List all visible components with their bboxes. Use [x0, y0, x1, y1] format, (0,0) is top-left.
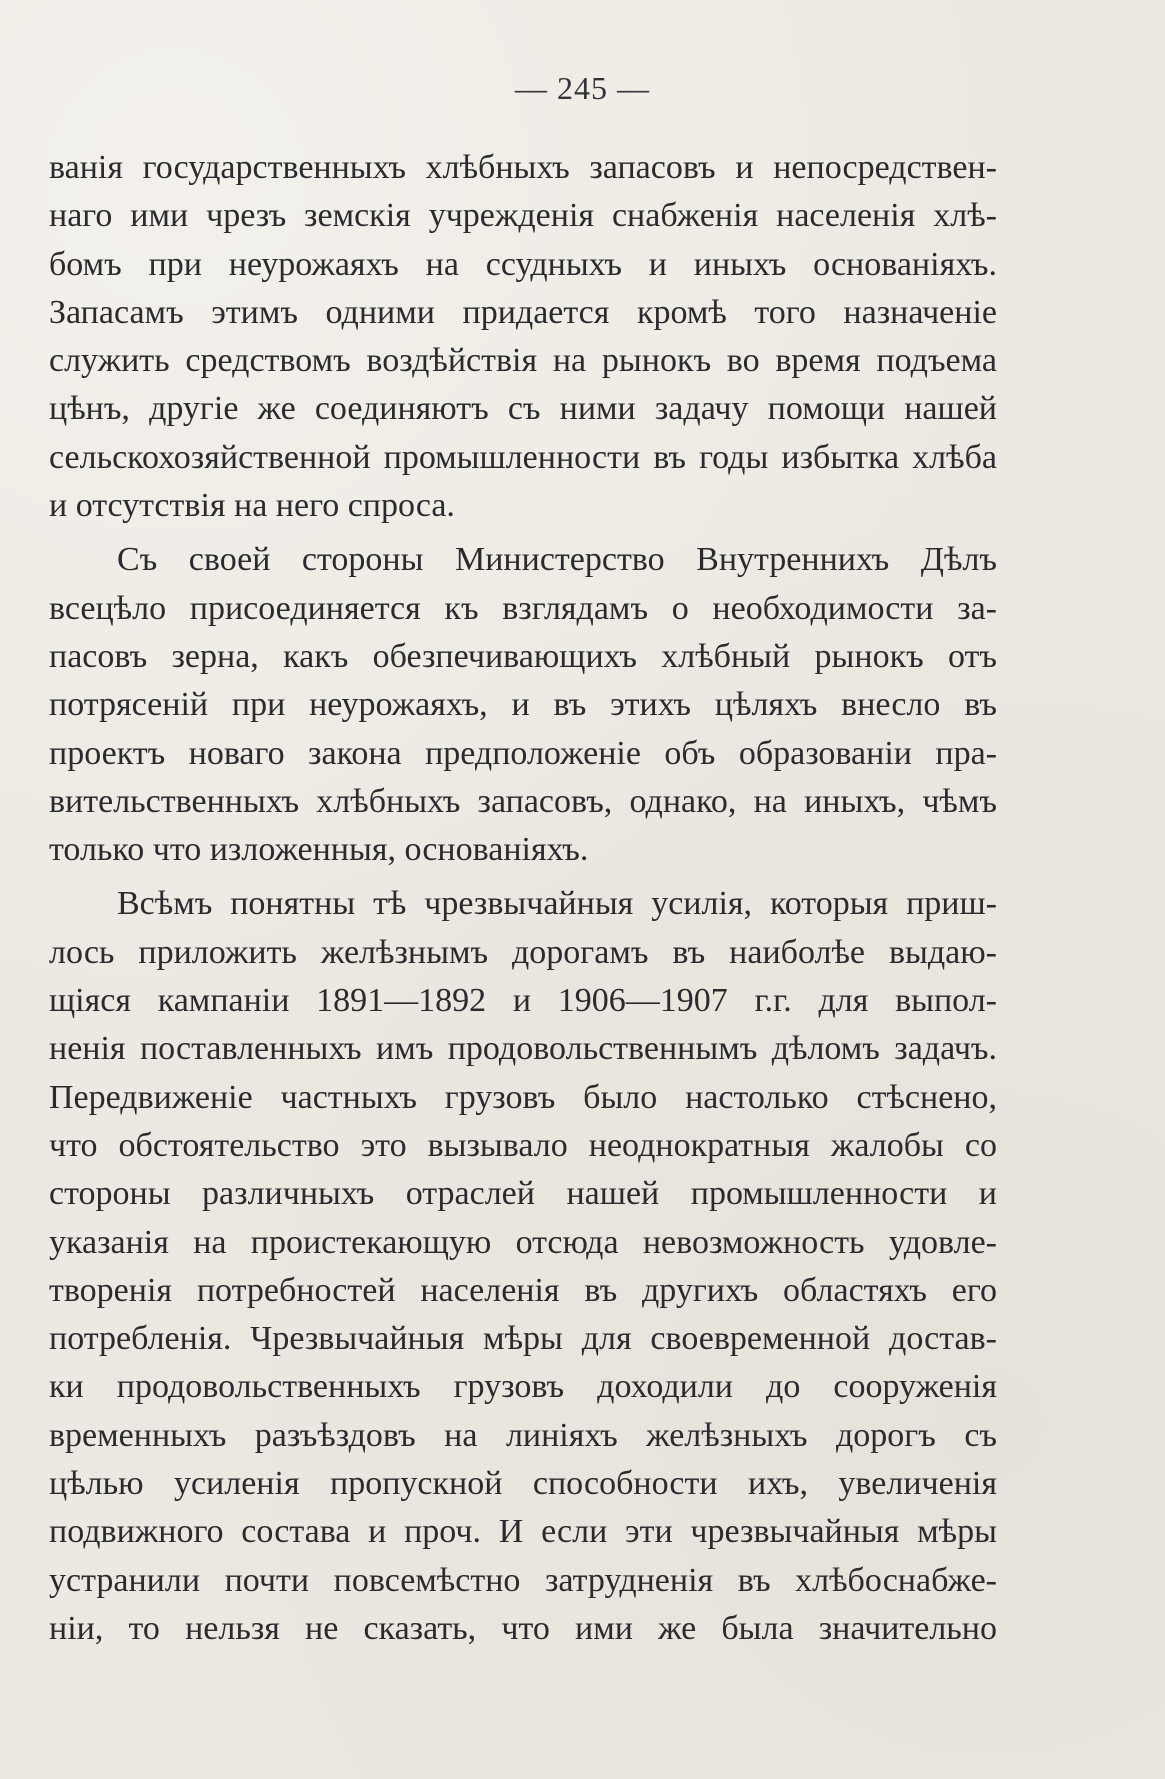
text-line: подвижного состава и проч. И если эти чрезвычайныя мѣры — [49, 1513, 997, 1551]
text-line: щіяся кампаніи 1891—1892 и 1906—1907 г.г. для выпол- — [49, 982, 997, 1020]
text-line: служить средствомъ воздѣйствія на рынокъ во время подъема — [49, 342, 997, 380]
text-line: и отсутствія на него спроса. — [49, 487, 455, 525]
text-line: творенія потребностей населенія въ другихъ областяхъ его — [49, 1271, 997, 1309]
text-line: Передвиженіе частныхъ грузовъ было настолько стѣснено, — [49, 1078, 997, 1116]
paragraph — [49, 536, 997, 874]
text-line: что обстоятельство это вызывало неоднократныя жалобы со — [49, 1126, 997, 1164]
paragraph — [49, 144, 997, 530]
text-line: пасовъ зерна, какъ обезпечивающихъ хлѣбный рынокъ отъ — [49, 637, 997, 675]
text-line: Съ своей стороны Министерство Внутреннихъ Дѣлъ — [117, 541, 997, 579]
text-line: цѣлью усиленія пропускной способности ихъ, увеличенія — [49, 1465, 997, 1503]
text-line: сельскохозяйственной промышленности въ годы избытка хлѣба — [49, 438, 997, 476]
text-line: ванія государственныхъ хлѣбныхъ запасовъ и непосредствен- — [49, 149, 997, 186]
text-line: Запасамъ этимъ одними придается кромѣ того назначеніе — [49, 293, 997, 331]
text-line: устранили почти повсемѣстно затрудненія въ хлѣбоснабже- — [49, 1561, 997, 1599]
text-line: лось приложить желѣзнымъ дорогамъ въ наиболѣе выдаю- — [49, 933, 997, 971]
text-line: вительственныхъ хлѣбныхъ запасовъ, однако, на иныхъ, чѣмъ — [49, 782, 997, 820]
text-line: ненія поставленныхъ имъ продовольственнымъ дѣломъ задачъ. — [49, 1030, 997, 1068]
text-line: Всѣмъ понятны тѣ чрезвычайныя усилія, которыя приш- — [117, 885, 997, 923]
text-line: указанія на проистекающую отсюда невозможность удовле- — [49, 1223, 997, 1261]
text-line: стороны различныхъ отраслей нашей промышленности и — [49, 1175, 997, 1213]
text-line: всецѣло присоединяется къ взглядамъ о необходимости за- — [49, 589, 997, 627]
text-line: цѣнъ, другіе же соединяютъ съ ними задачу помощи нашей — [49, 390, 997, 428]
text-line: только что изложенныя, основаніяхъ. — [49, 831, 589, 869]
paragraph — [49, 880, 997, 1653]
body-text — [49, 144, 997, 1653]
text-line: временныхъ разъѣздовъ на линіяхъ желѣзныхъ дорогъ съ — [49, 1416, 997, 1454]
text-line: потрясеній при неурожаяхъ, и въ этихъ цѣляхъ внесло въ — [49, 686, 997, 724]
text-line: проектъ новаго закона предположеніе объ образованіи пра- — [49, 734, 997, 772]
text-line: ки продовольственныхъ грузовъ доходили до сооруженія — [49, 1368, 997, 1406]
page-number: — 245 — — [515, 70, 650, 106]
text-line: бомъ при неурожаяхъ на ссудныхъ и иныхъ основаніяхъ. — [49, 245, 997, 283]
text-line: наго ими чрезъ земскія учрежденія снабженія населенія хлѣ- — [49, 197, 997, 235]
text-line: потребленія. Чрезвычайныя мѣры для своевременной достав- — [49, 1320, 997, 1358]
text-line: ніи, то нельзя не сказать, что ими же была значительно — [49, 1609, 997, 1647]
